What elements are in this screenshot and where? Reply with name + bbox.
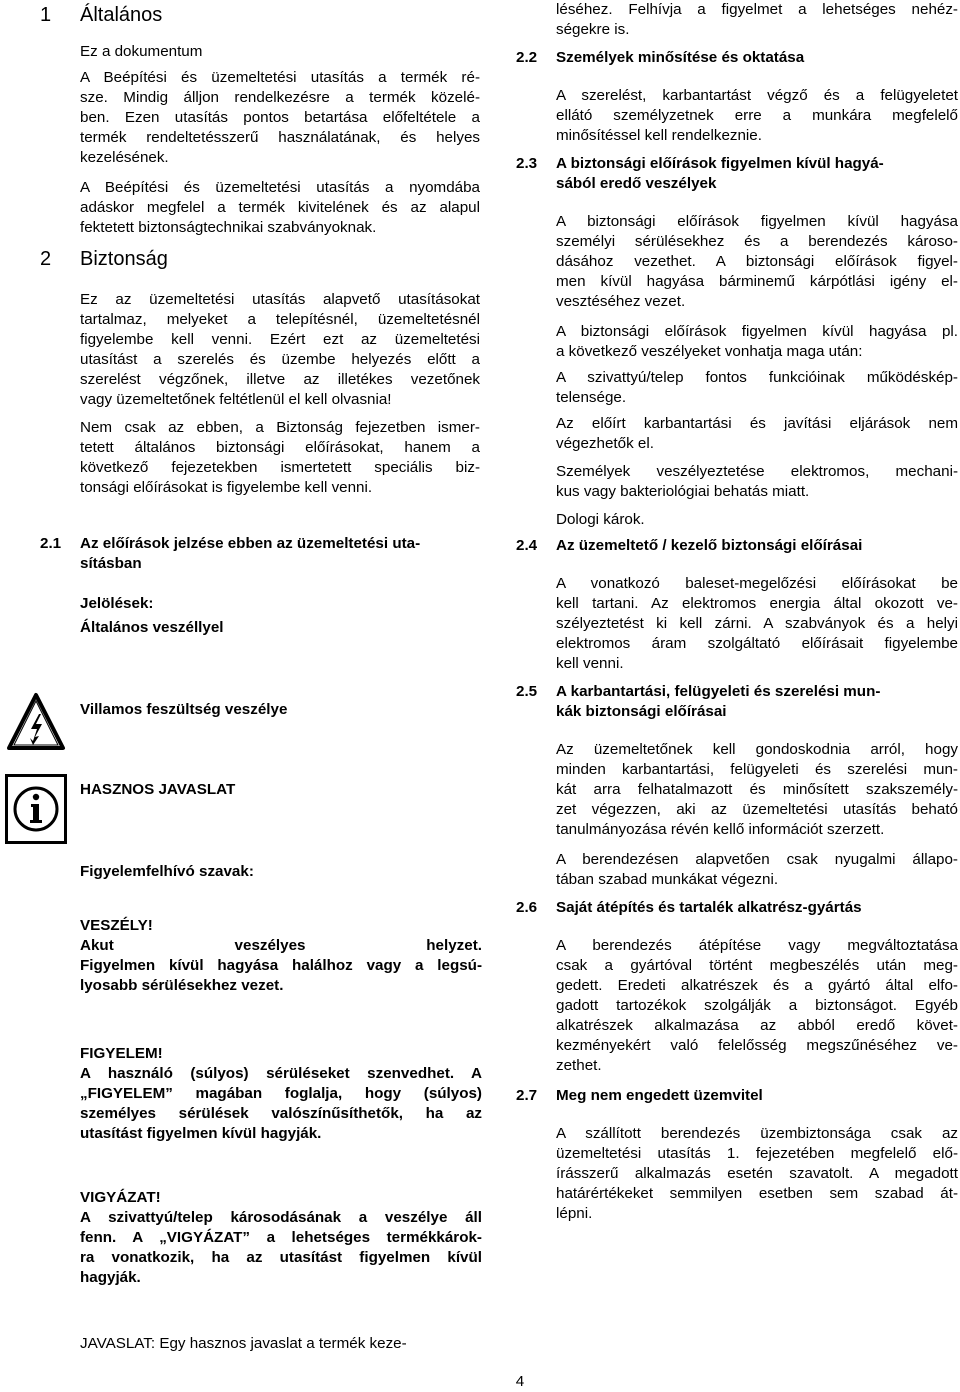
text-line: határértékeket semmilyen esetben sem szabad át- <box>556 1185 958 1202</box>
text-line: csak a gyártóval történt megbeszélés után meg- <box>556 957 958 974</box>
text-line: lépni. <box>556 1205 593 1222</box>
text-line: kezményekért való felelősség megszűnéséhez ve- <box>556 1037 958 1054</box>
text-line: utasítást a szerelés és üzembe helyezés előtt a <box>80 351 480 368</box>
text-line: ra vonatkozik, ha az utasítást figyelmen kívül <box>80 1249 482 1266</box>
text-line: kell venni. <box>556 655 624 672</box>
paragraph <box>556 322 958 362</box>
information-icon <box>5 774 67 844</box>
section-number: 2 <box>40 248 52 270</box>
text-line: lyosabb sérülésekhez vezet. <box>80 977 284 994</box>
text-line: Nem csak az ebben, a Biztonság fejezetben ismer- <box>80 419 480 436</box>
text-line: elektromos áram szolgáltató előírásait figyelembe <box>556 635 958 652</box>
paragraph <box>556 936 958 1076</box>
paragraph <box>80 290 480 410</box>
section-number: 2.7 <box>516 1087 538 1104</box>
text-line: kus vagy bakteriológiai behatás miatt. <box>556 483 810 500</box>
section-title: Biztonság <box>80 248 168 270</box>
text-line: kát arra felhatalmazott és minősített szakszemély- <box>556 781 958 798</box>
text-line: A szerelést, karbantartást végző és a felügyeletet <box>556 87 958 104</box>
text-line: szerelést végzőnek, illetve az illetékes vezetőnek <box>80 371 480 388</box>
text-line: ellátó személyzetnek erre a munkára megfelelő <box>556 107 958 124</box>
paragraph <box>556 212 958 312</box>
text-line: zethet. <box>556 1057 602 1074</box>
signal-word-danger: VESZÉLY! <box>80 917 153 934</box>
section-number: 1 <box>40 4 52 26</box>
section-title: Meg nem engedett üzemvitel <box>556 1087 763 1104</box>
text-line: tanulmányozása révén kellő információt szerzett. <box>556 821 885 838</box>
paragraph <box>80 178 480 238</box>
text-line: minősítéssel kell rendelkeznie. <box>556 127 762 144</box>
text-line: „FIGYELEM” magában foglalja, hogy (súlyos) <box>80 1085 482 1102</box>
text-line: tetett általános biztonsági előírásokat, hanem a <box>80 439 480 456</box>
section-title-line: sításban <box>80 555 142 572</box>
paragraph <box>556 368 958 408</box>
markings-label: Jelölések: <box>80 595 154 612</box>
text-line: minden karbantartási, felügyeleti és szerelési mun- <box>556 761 958 778</box>
text-line: A Beépítési és üzemeltetési utasítás a termék ré- <box>80 69 480 86</box>
warning-block <box>80 1044 482 1144</box>
section-title-line: A karbantartási, felügyeleti és szerelési mun- <box>556 683 881 700</box>
text-line: vagy üzemeltetőnek feltétlenül el kell olvasnia! <box>80 391 392 408</box>
text-line: A vonatkozó baleset-megelőzési előírásokat be <box>556 575 958 592</box>
text-line: zet végezzen, aki az üzemeltetési utasítás beható <box>556 801 958 818</box>
text-line: adáskor megfelel a termék kivitelének és az alapul <box>80 199 480 216</box>
text-line: személyi sérülésekhez és a berendezés károso- <box>556 233 958 250</box>
signal-word-caution: VIGYÁZAT! <box>80 1189 161 1206</box>
text-line: a következő veszélyeket vonhatja maga után: <box>556 343 863 360</box>
text-line: dásához vezethet. A biztonsági előírások figyel- <box>556 253 958 270</box>
text-line: írásszerű alkalmazás esetén szavatolt. A megadott <box>556 1165 958 1182</box>
text-line: kezelésének. <box>80 149 169 166</box>
text-line: A szivattyú/telep fontos funkcióinak működéskép- <box>556 369 958 386</box>
text-line: üzemeltetési utasítás 1. fejezetében megfelelő elő- <box>556 1145 958 1162</box>
section-number: 2.6 <box>516 899 538 916</box>
text-line: ben. Ezen utasítás pontos betartása előfeltétele a <box>80 109 480 126</box>
text-line: figyelembe kell venni. Ezért ezt az üzemeltetési <box>80 331 480 348</box>
signal-words-label: Figyelemfelhívó szavak: <box>80 863 254 880</box>
text-line: gadott tartozékok szolgálják a biztonságot. Egyéb <box>556 997 958 1014</box>
electrical-hazard-label: Villamos feszültség veszélye <box>80 701 288 718</box>
subheading-document: Ez a dokumentum <box>80 43 203 60</box>
text-line: alkatrészek alkalmazása az abból eredő követ- <box>556 1017 958 1034</box>
text-line: termék rendeltetésszerű használatának, és helyes <box>80 129 480 146</box>
section-title: Az üzemeltető / kezelő biztonsági előírásai <box>556 537 863 554</box>
text-line: léséhez. Felhívja a figyelmet a lehetséges nehéz- <box>556 1 958 18</box>
text-line: kell tartani. Az elektromos energia által okozott ve- <box>556 595 958 612</box>
section-title: Saját átépítés és tartalék alkatrész-gyártás <box>556 899 862 916</box>
text-line: gedett. Eredeti alkatrészek és a gyártó által elfo- <box>556 977 958 994</box>
paragraph <box>556 414 958 454</box>
caution-block <box>80 1188 482 1288</box>
text-line: tartalmaz, melyeket a telepítésnél, üzemeltetésnél <box>80 311 480 328</box>
text-line: fenn. A „VIGYÁZAT” a lehetséges termékkárok- <box>80 1229 482 1246</box>
section-title-line: kák biztonsági előírásai <box>556 703 727 720</box>
text-line: Akut veszélyes helyzet. <box>80 937 482 954</box>
paragraph <box>556 574 958 674</box>
section-number: 2.5 <box>516 683 538 700</box>
text-line: A szivattyú/telep károsodásának a veszélye áll <box>80 1209 482 1226</box>
section-number: 2.4 <box>516 537 538 554</box>
text-line: A biztonsági előírások figyelmen kívül hagyása pl. <box>556 323 958 340</box>
text-line: Az előírt karbantartási és javítási eljárások nem <box>556 415 958 432</box>
text-line: személyes sérülések valószínűsíthetők, ha az <box>80 1105 482 1122</box>
text-line: vesztéséhez vezet. <box>556 293 686 310</box>
text-line: sze. Mindig álljon rendelkezésre a termék közelé- <box>80 89 480 106</box>
text-line: hagyják. <box>80 1269 141 1286</box>
section-number: 2.3 <box>516 155 538 172</box>
electrical-hazard-warning-icon <box>6 692 66 752</box>
text-line: tában szabad munkákat végezni. <box>556 871 779 888</box>
text-line: szélyeztetést ki kell zárni. A szabványok és a helyi <box>556 615 958 632</box>
text-line: Személyek veszélyeztetése elektromos, mechani- <box>556 463 958 480</box>
paragraph <box>556 740 958 840</box>
text-line: következő fejezetekben ismertetett speciális biz- <box>80 459 480 476</box>
text-line: men kívül hagyása bárminemű kárpótlási igény el- <box>556 273 958 290</box>
section-number: 2.1 <box>40 535 62 552</box>
section-title-line: A biztonsági előírások figyelmen kívül hagyá- <box>556 155 884 172</box>
section-title-line: Az előírások jelzése ebben az üzemeltetési uta- <box>80 535 421 552</box>
text-line: A berendezés átépítése vagy megváltoztatása <box>556 937 958 954</box>
paragraph <box>80 418 480 498</box>
section-number: 2.2 <box>516 49 538 66</box>
text-line: végezhetők el. <box>556 435 654 452</box>
paragraph <box>556 462 958 502</box>
general-hazard-label: Általános veszéllyel <box>80 619 224 636</box>
tip-text: JAVASLAT: Egy hasznos javaslat a termék keze- <box>80 1335 407 1352</box>
section-title: Általános <box>80 4 163 26</box>
text-line: utasítást figyelmen kívül hagyják. <box>80 1125 322 1142</box>
paragraph <box>556 850 958 890</box>
text-line: Az üzemeltetőnek kell gondoskodnia arról, hogy <box>556 741 958 758</box>
text-line: Ez az üzemeltetési utasítás alapvető utasításokat <box>80 291 480 308</box>
signal-word-warning: FIGYELEM! <box>80 1045 163 1062</box>
text-line: telensége. <box>556 389 627 406</box>
text-line: A berendezésen alapvetően csak nyugalmi állapo- <box>556 851 958 868</box>
section-title: Személyek minősítése és oktatása <box>556 49 805 66</box>
text-line: fektetett biztonságtechnikai szabványoknak. <box>80 219 377 236</box>
text-line: A Beépítési és üzemeltetési utasítás a nyomdába <box>80 179 480 196</box>
page-number: 4 <box>515 1373 525 1390</box>
text-line: ségekre is. <box>556 21 630 38</box>
text-line: A használó (súlyos) sérüléseket szenvedhet. A <box>80 1065 482 1082</box>
paragraph <box>556 510 958 530</box>
paragraph <box>80 68 480 168</box>
text-line: Figyelmen kívül hagyása halálhoz vagy a legsú- <box>80 957 482 974</box>
paragraph <box>556 86 958 146</box>
section-title-line: sából eredő veszélyek <box>556 175 717 192</box>
paragraph <box>556 1124 958 1224</box>
text-line: A biztonsági előírások figyelmen kívül hagyása <box>556 213 958 230</box>
text-line: Dologi károk. <box>556 511 645 528</box>
text-line: tonsági előírásokat is figyelembe kell venni. <box>80 479 373 496</box>
danger-block <box>80 916 482 996</box>
paragraph <box>556 0 958 40</box>
useful-tip-label: HASZNOS JAVASLAT <box>80 781 236 798</box>
text-line: A szállított berendezés üzembiztonsága csak az <box>556 1125 958 1142</box>
